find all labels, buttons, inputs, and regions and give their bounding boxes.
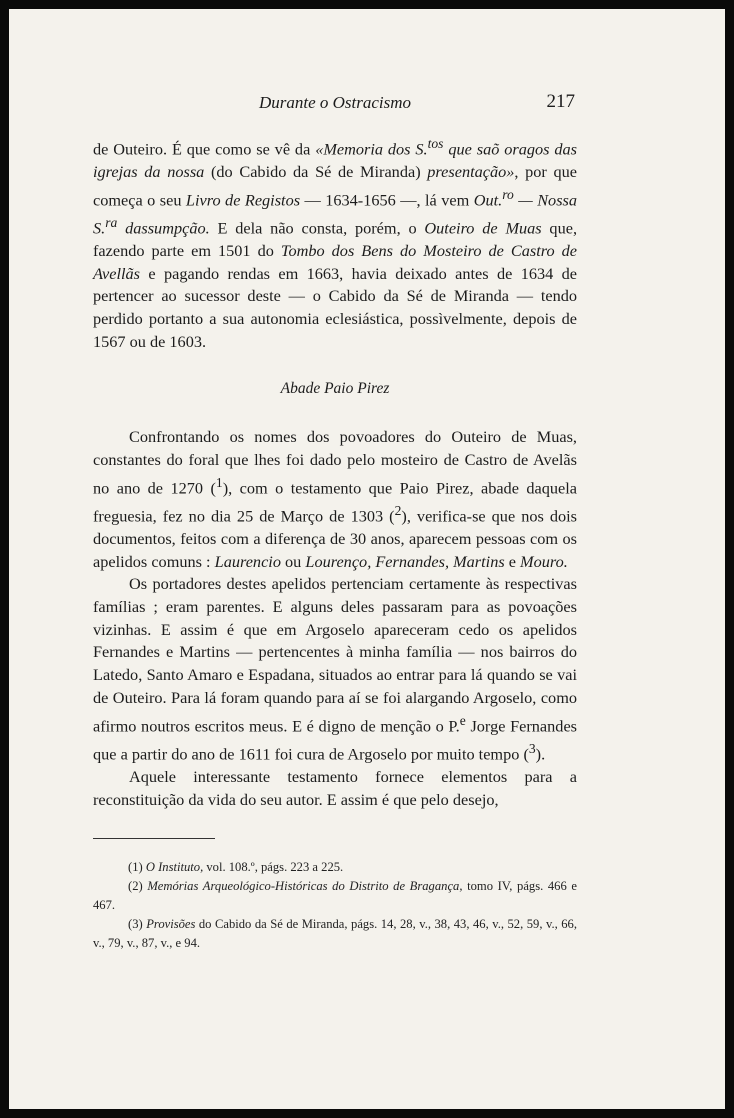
footnote: (1) O Instituto, vol. 108.º, págs. 223 a 225. [128,860,344,874]
body-text [93,133,577,811]
page-number: 217 [546,91,575,112]
footnote-ref: 2 [394,502,402,518]
footnote-ref: 3 [528,740,536,756]
footnote: (3) Provisões do Cabido da Sé de Miranda, págs. 14, 28, v., 38, 43, 46, v., 52, 59, v., 66, v., 79, v., 87, v., e 94. [93,917,577,950]
section-heading: Abade Paio Pirez [280,379,390,397]
paragraph: Aquele interessante testamento fornece elementos para a reconstituição da vida do seu autor. E assim é que pelo desejo, [93,766,577,809]
paragraph: Confrontando os nomes dos povoadores do Outeiro de Muas, constantes do foral que lhes foi dado pelo mosteiro de Castro de Avelãs no ano de 1270 ($^1$), com o testamento que Paio Pirez, abade daquela freguesia, fez no dia 25 de Março de 1303 ($^2$), verifica-se que nos dois documentos, feitos com a diferença de 30 anos, aparecem pessoas com os apelidos comuns : Laurencio ou Lourenço, Fernandes, Martins e Mouro. [93,427,578,571]
footnote: (2) Memórias Arqueológico-Históricas do Distrito de Bragança, tomo IV, págs. 466 e 467. [93,879,577,912]
running-title: Durante o Ostracismo [258,93,412,112]
footnotes [93,858,577,953]
footnote-divider [93,838,215,839]
paragraph-continued: de Outeiro. É que como se vê da «Memoria dos S.$^{tos}$ que saõ oragos das igrejas da nossa (do Cabido da Sé de Miranda) presentação», por que começa o seu Livro de Registos — 1634-1656 —, lá vem Out.$^{ro}$ — Nossa S.$^{ra}$ dassumpção. E dela não consta, porém, o Outeiro de Muas que, fazendo parte em 1501 do Tombo dos Bens do Mosteiro de Castro de Avellãs e pagando rendas em 1663, havia deixado antes de 1634 de pertencer ao sucessor deste — o Cabido da Sé de Miranda — tendo perdido portanto a sua autonomia eclesiástica, possìvelmente, depois de 1567 ou de 1603. [93,136,578,351]
running-header [95,91,575,115]
book-page [9,9,725,1109]
footnote-ref: 1 [215,474,223,490]
paragraph: Os portadores destes apelidos pertenciam certamente às respectivas famílias ; eram parentes. E alguns deles passaram para as povoações vizinhas. E assim é que em Argoselo apareceram cedo os apelidos Fernandes e Martins — pertencentes à minha família — nos bairros do Latedo, Santo Amaro e Espadana, situados ao entrar para lá quando se vai de Outeiro. Para lá foram quando para aí se foi alargando Argoselo, como afirmo noutros escritos meus. E é digno de menção o P.$^e$ Jorge Fernandes que a partir do ano de 1611 foi cura de Argoselo por muito tempo ($^3$). [93,574,578,764]
